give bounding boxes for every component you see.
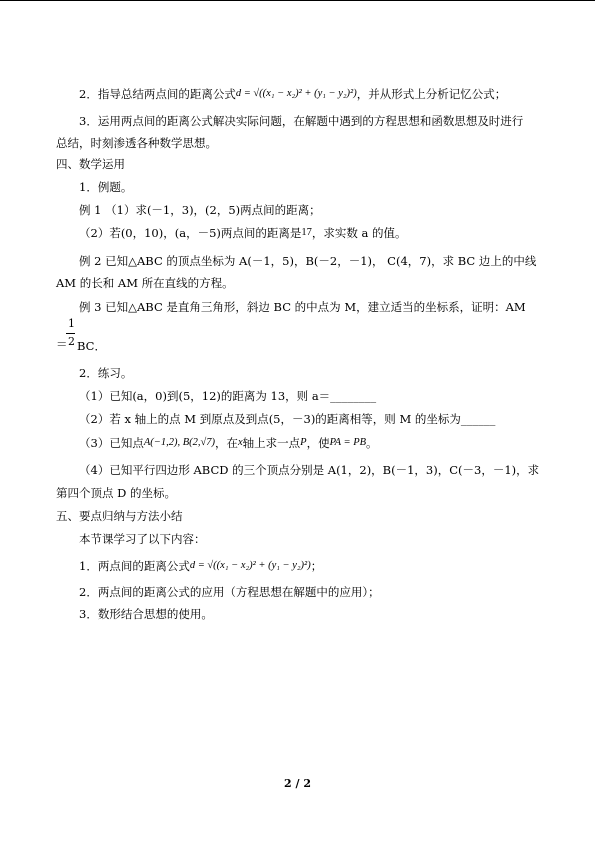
line-objective-2: 2．指导总结两点间的距离公式d = √((x₁ − x₂)² + (y₁ − y₂)²)，并从形式上分析记忆公式； — [79, 87, 507, 101]
top-rule — [0, 0, 595, 1]
subheading-examples: 1．例题。 — [79, 180, 133, 194]
example-1-part-2: （2）若(0，10)，(a，－5)两点间的距离是17，求实数 a 的值。 — [79, 226, 407, 240]
summary-item-2: 2．两点间的距离公式的应用（方程思想在解题中的应用）； — [79, 585, 380, 599]
p-symbol: P — [300, 437, 307, 448]
fraction-numerator: 1 — [68, 317, 75, 330]
practice-4-line-2: 第四个顶点 D 的坐标。 — [56, 486, 177, 500]
equal-distance-expression: PA = PB — [329, 437, 367, 448]
fraction-denominator: 2 — [68, 335, 75, 348]
summary-item-3: 3．数形结合思想的使用。 — [79, 607, 213, 621]
example-3-tail: BC． — [77, 339, 106, 353]
line-objective-3: 3．运用两点间的距离公式解决实际问题，在解题中遇到的方程思想和函数思想及时进行 — [79, 114, 524, 128]
summary-intro: 本节课学习了以下内容： — [79, 532, 206, 546]
section-heading-5: 五、要点归纳与方法小结 — [56, 509, 183, 523]
page-number: 2 / 2 — [284, 777, 311, 790]
summary-distance-formula: d = √((x₁ − x₂)² + (y₁ − y₂)²) — [189, 560, 311, 571]
example-3-line-1: 例 3 已知△ABC 是直角三角形，斜边 BC 的中点为 M，建立适当的坐标系，证明：AM — [79, 300, 526, 314]
points-expression: A(−1,2), B(2,√7) — [143, 437, 215, 448]
fraction-bar — [66, 333, 75, 334]
example-2-line-2: AM 的长和 AM 所在直线的方程。 — [56, 276, 234, 290]
x-symbol: x — [238, 437, 243, 448]
practice-2: （2）若 x 轴上的点 M 到原点及到点(5，－3)的距离相等，则 M 的坐标为______ — [79, 412, 496, 426]
practice-1: （1）已知(a，0)到(5，12)的距离为 13，则 a＝________ — [79, 389, 377, 403]
line-objective-3-cont: 总结，时刻渗透各种数学思想。 — [56, 136, 217, 150]
example-3-equals: ＝ — [56, 337, 68, 351]
example-1-part-1: 例 1 （1）求(－1，3)，(2，5)两点间的距离； — [79, 203, 321, 217]
practice-3: （3）已知点A(−1,2), B(2,√7)，在x轴上求一点P，使PA = PB。 — [79, 436, 378, 450]
distance-formula: d = √((x₁ − x₂)² + (y₁ − y₂)²) — [235, 88, 357, 99]
practice-4-line-1: （4）已知平行四边形 ABCD 的三个顶点分别是 A(1，2)，B(－1，3)，C(－3，－1)，求 — [79, 463, 540, 477]
summary-item-1: 1．两点间的距离公式d = √((x₁ − x₂)² + (y₁ − y₂)²)； — [79, 559, 323, 573]
example-2-line-1: 例 2 已知△ABC 的顶点坐标为 A(－1，5)，B(－2，－1)， C(4，7)，求 BC 边上的中线 — [79, 254, 537, 268]
subheading-practice: 2．练习。 — [79, 366, 133, 380]
section-heading-4: 四、数学运用 — [56, 157, 125, 171]
distance-value: 17 — [301, 227, 312, 238]
